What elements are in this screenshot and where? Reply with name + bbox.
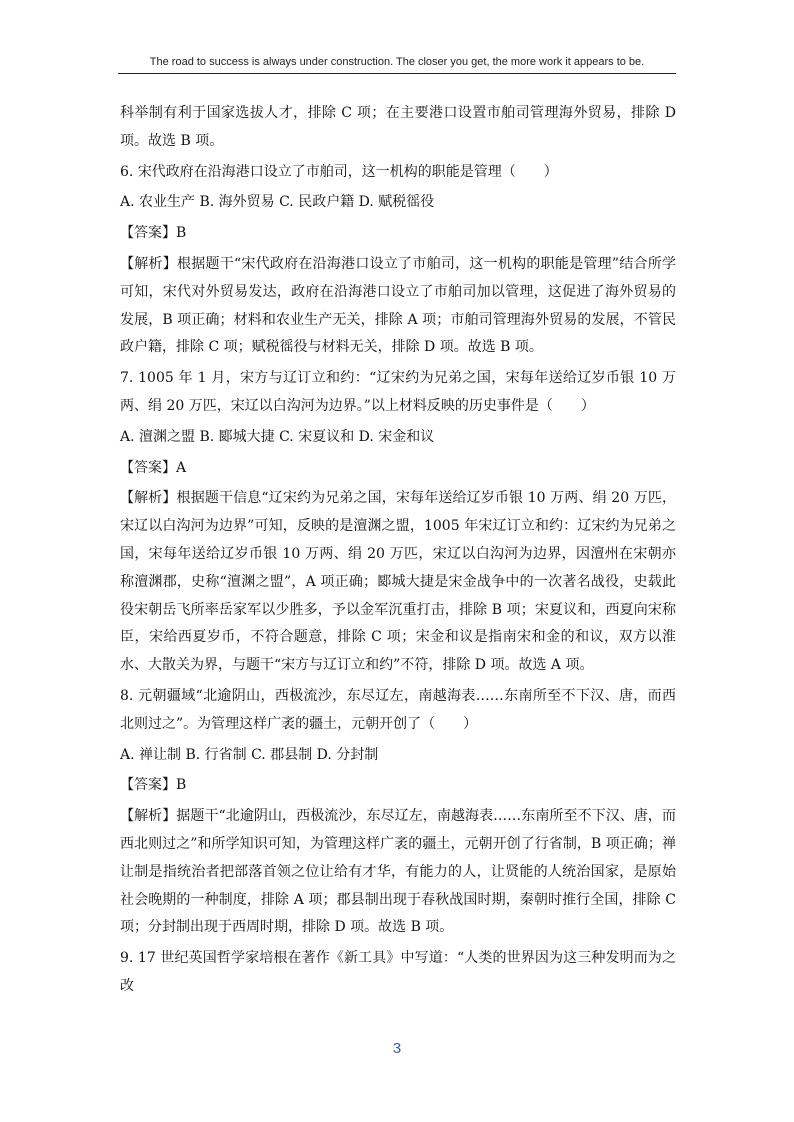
paragraph: 科举制有利于国家选拔人才，排除 C 项；在主要港口设置市舶司管理海外贸易，排除 D 项。故选 B 项。 — [120, 105, 676, 149]
header-divider — [118, 73, 676, 74]
question-stem: 6. 宋代政府在沿海港口设立了市舶司，这一机构的职能是管理（ ） — [120, 163, 558, 180]
question-stem: 7. 1005 年 1 月，宋方与辽订立和约：“辽宋约为兄弟之国，宋每年送给辽岁币银 10 万两、绢 20 万匹，宋辽以白沟河为边界。”以上材料反映的历史事件是（ ） — [120, 370, 676, 414]
question-options: A. 禅让制 B. 行省制 C. 郡县制 D. 分封制 — [120, 746, 379, 763]
answer-line: 【答案】B — [120, 777, 187, 794]
analysis-paragraph: 【解析】根据题干“宋代政府在沿海港口设立了市舶司，这一机构的职能是管理”结合所学可知，宋代对外贸易发达，政府在沿海港口设立了市舶司加以管理，这促进了海外贸易的发展，B 项正确；材料和农业生产无关，排除 A 项；市舶司管理海外贸易的发展，不管民政户籍，排除 C 项；赋税徭役与材料无关，排除 D 项。故选 B 项。 — [120, 255, 676, 356]
page-header-quote: The road to success is always under construction. The closer you get, the more work it appears to be. — [149, 56, 645, 68]
question-stem: 9. 17 世纪英国哲学家培根在著作《新工具》中写道：“人类的世界因为这三种发明而为之改 — [120, 950, 676, 994]
question-options: A. 农业生产 B. 海外贸易 C. 民政户籍 D. 赋税徭役 — [120, 194, 435, 211]
question-options: A. 澶渊之盟 B. 郾城大捷 C. 宋夏议和 D. 宋金和议 — [120, 428, 435, 445]
document-body — [120, 100, 676, 1004]
analysis-paragraph: 【解析】据题干“北逾阴山，西极流沙，东尽辽左，南越海表……东南所至不下汉、唐，而西北则过之”和所学知识可知，为管理这样广袤的疆土，元朝开创了行省制，B 项正确；禅让制是指统治者把部落首领之位让给有才华，有能力的人，让贤能的人统治国家，是原始社会晚期的一种制度，排除 A 项；郡县制出现于春秋战国时期，秦朝时推行全国，排除 C 项；分封制出现于西周时期，排除 D 项。故选 B 项。 — [120, 808, 676, 936]
answer-line: 【答案】B — [120, 225, 187, 242]
answer-line: 【答案】A — [120, 459, 187, 476]
analysis-paragraph: 【解析】根据题干信息“辽宋约为兄弟之国，宋每年送给辽岁币银 10 万两、绢 20 万匹，宋辽以白沟河为边界”可知，反映的是澶渊之盟，1005 年宋辽订立和约：辽宋约为兄弟之国，宋每年送给辽岁币银 10 万两、绢 20 万匹，宋辽以白沟河为边界，因澶州在宋朝亦称澶渊郡，史称“澶渊之盟”，A 项正确；郾城大捷是宋金战争中的一次著名战役，史载此役宋朝岳飞所率岳家军以少胜多，予以金军沉重打击，排除 B 项；宋夏议和，西夏向宋称臣，宋给西夏岁币，不符合题意，排除 C 项；宋金和议是指南宋和金的和议，双方以淮水、大散关为界，与题干“宋方与辽订立和约”不符，排除 D 项。故选 A 项。 — [120, 490, 676, 674]
question-stem: 8. 元朝疆域“北逾阴山，西极流沙，东尽辽左，南越海表……东南所至不下汉、唐，而西北则过之”。为管理这样广袤的疆土，元朝开创了（ ） — [120, 687, 676, 732]
page-number: 3 — [392, 1040, 402, 1057]
